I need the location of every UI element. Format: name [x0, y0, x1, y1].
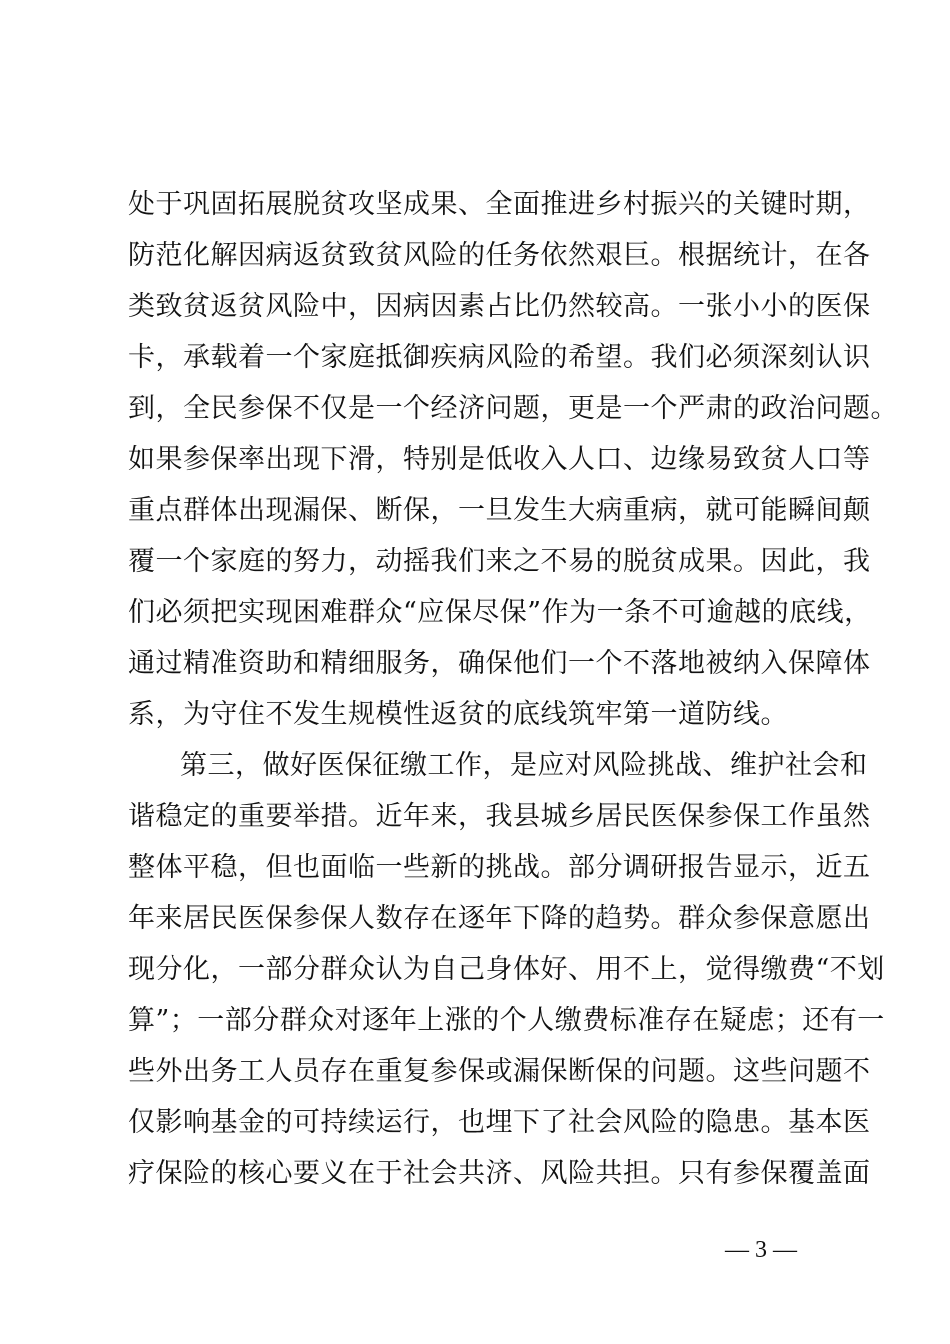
text-line: 到，全民参保不仅是一个经济问题，更是一个严肃的政治问题。 [128, 393, 898, 424]
text-line: 覆一个家庭的努力，动摇我们来之不易的脱贫成果。因此，我 [128, 546, 871, 577]
text-line: 类致贫返贫风险中，因病因素占比仍然较高。一张小小的医保 [128, 291, 871, 322]
text-line: 些外出务工人员存在重复参保或漏保断保的问题。这些问题不 [128, 1056, 871, 1087]
body-text [128, 179, 898, 1199]
text-line: 防范化解因病返贫致贫风险的任务依然艰巨。根据统计，在各 [128, 240, 871, 271]
text-line: 重点群体出现漏保、断保，一旦发生大病重病，就可能瞬间颠 [128, 495, 871, 526]
text-line: 整体平稳，但也面临一些新的挑战。部分调研报告显示，近五 [128, 852, 871, 883]
text-line: 处于巩固拓展脱贫攻坚成果、全面推进乡村振兴的关键时期， [128, 189, 871, 220]
text-line: 系，为守住不发生规模性返贫的底线筑牢第一道防线。 [128, 699, 788, 730]
text-line: 通过精准资助和精细服务，确保他们一个不落地被纳入保障体 [128, 648, 871, 679]
page-number: — 3 — [725, 1237, 797, 1263]
text-line: 谐稳定的重要举措。近年来，我县城乡居民医保参保工作虽然 [128, 801, 871, 832]
text-line: 算”；一部分群众对逐年上涨的个人缴费标准存在疑虑；还有一 [128, 1005, 885, 1036]
text-line: 卡，承载着一个家庭抵御疾病风险的希望。我们必须深刻认识 [128, 342, 871, 373]
text-line: 如果参保率出现下滑，特别是低收入人口、边缘易致贫人口等 [128, 444, 871, 475]
text-line: 疗保险的核心要义在于社会共济、风险共担。只有参保覆盖面 [128, 1158, 871, 1189]
text-line: 仅影响基金的可持续运行，也埋下了社会风险的隐患。基本医 [128, 1107, 871, 1138]
paragraph-start-line: 第三，做好医保征缴工作，是应对风险挑战、维护社会和 [180, 750, 868, 781]
text-line: 年来居民医保参保人数存在逐年下降的趋势。群众参保意愿出 [128, 903, 871, 934]
text-line: 们必须把实现困难群众“应保尽保”作为一条不可逾越的底线， [128, 597, 872, 628]
text-line: 现分化，一部分群众认为自己身体好、用不上，觉得缴费“不划 [128, 954, 885, 985]
